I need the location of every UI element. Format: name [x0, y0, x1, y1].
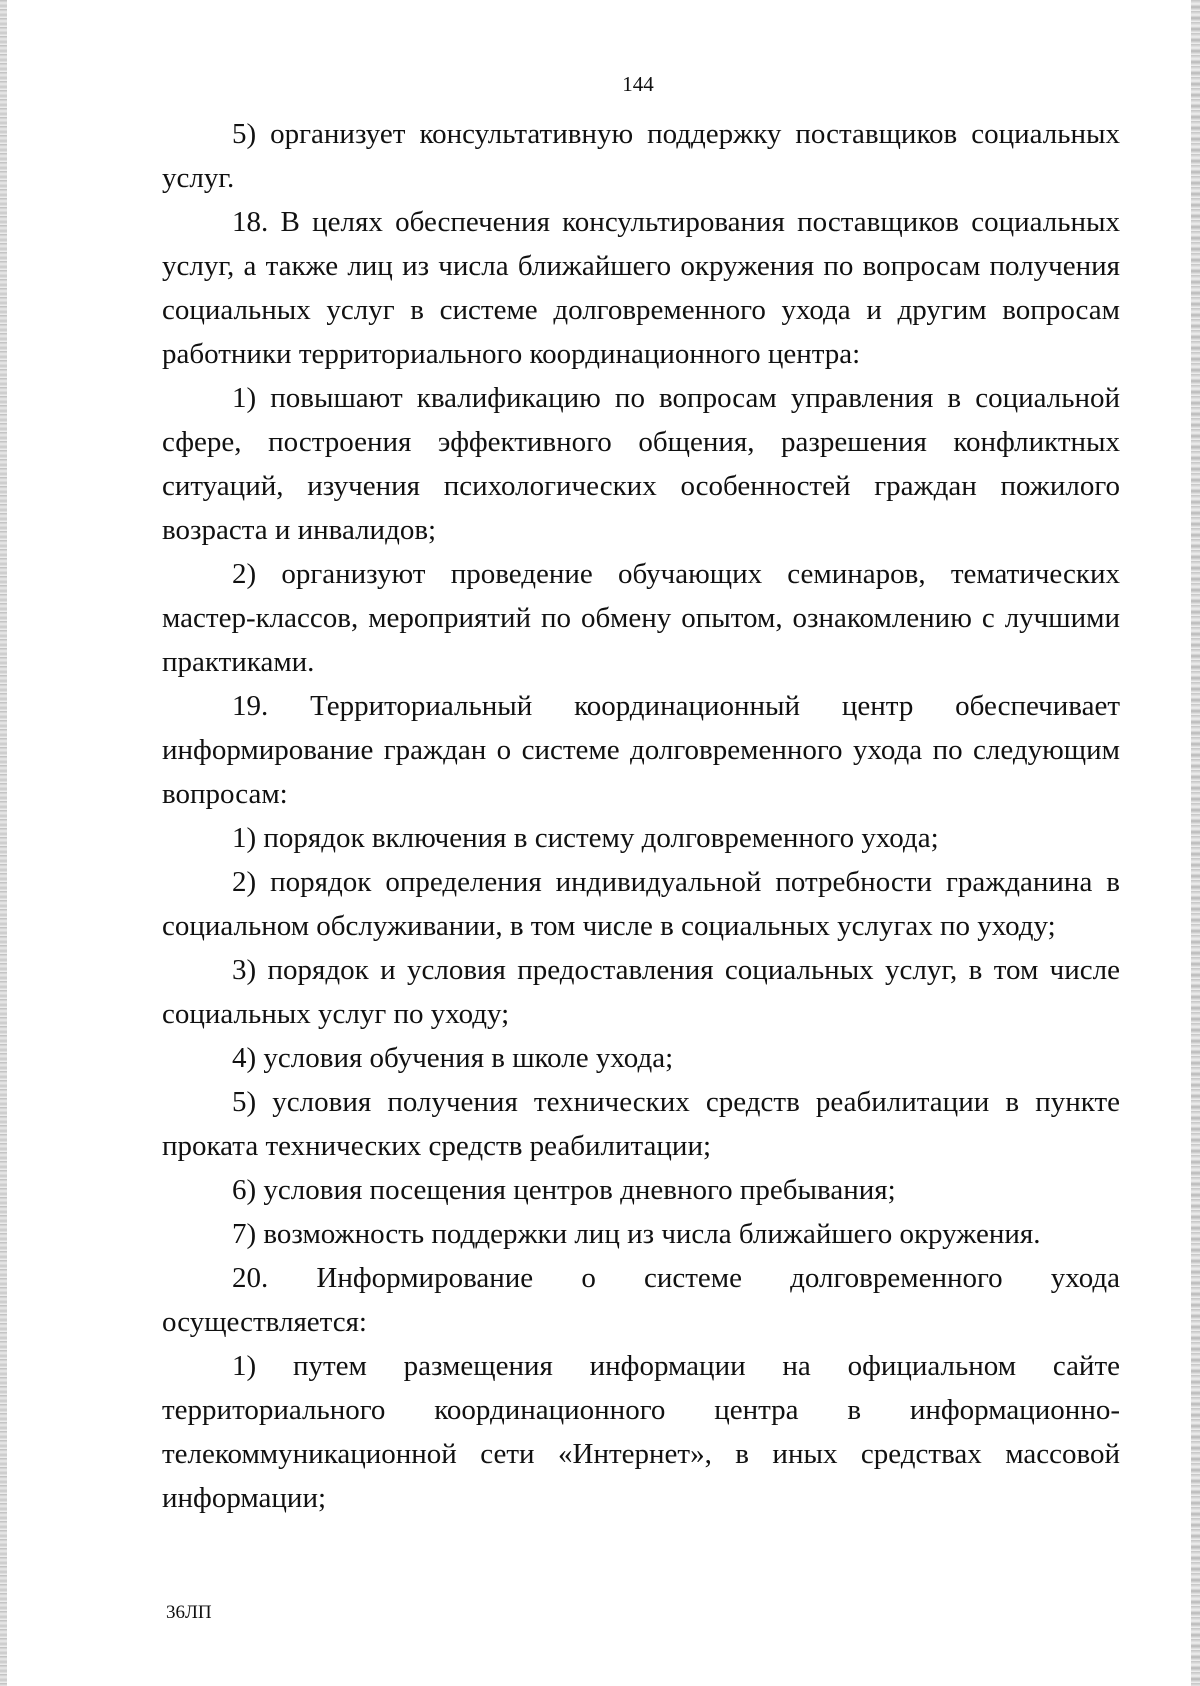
paragraph-19: 19. Территориальный координационный центр обеспечивает информирование граждан о системе долговременного ухода по следующим вопросам:	[162, 690, 1120, 810]
paragraph-20-item-1: 1) путем размещения информации на официальном сайте территориального координационного центра в информационно-телекоммуникационной сети «Интернет», в иных средствах массовой информации;	[162, 1350, 1120, 1514]
paragraph-19-item-5: 5) условия получения технических средств реабилитации в пункте проката технических средств реабилитации;	[162, 1086, 1120, 1162]
scan-edge-right	[1191, 0, 1200, 1686]
paragraph-18-item-2: 2) организуют проведение обучающих семинаров, тематических мастер-классов, мероприятий по обмену опытом, ознакомлению с лучшими практиками.	[162, 558, 1120, 678]
paragraph-19-item-6: 6) условия посещения центров дневного пребывания;	[232, 1174, 896, 1206]
paragraph-20: 20. Информирование о системе долговременного ухода осуществляется:	[162, 1262, 1120, 1338]
scan-edge-left	[0, 0, 7, 1686]
paragraph-18: 18. В целях обеспечения консультирования поставщиков социальных услуг, а также лиц из числа ближайшего окружения по вопросам получения социальных услуг в системе долговременного ухода и другим вопросам работники территориального координационного центра:	[162, 206, 1120, 370]
paragraph-18-item-1: 1) повышают квалификацию по вопросам управления в социальной сфере, построения эффективного общения, разрешения конфликтных ситуаций, изучения психологических особенностей граждан пожилого возраста и инвалидов;	[162, 382, 1120, 546]
page-number: 144	[622, 72, 654, 96]
paragraph-19-item-2: 2) порядок определения индивидуальной потребности гражданина в социальном обслуживании, в том числе в социальных услугах по уходу;	[162, 866, 1120, 942]
footer-document-code: 36ЛП	[166, 1602, 212, 1623]
paragraph-19-item-4: 4) условия обучения в школе ухода;	[232, 1042, 674, 1074]
paragraph-19-item-7: 7) возможность поддержки лиц из числа ближайшего окружения.	[232, 1218, 1041, 1250]
document-body	[162, 112, 1120, 1520]
paragraph-19-item-1: 1) порядок включения в систему долговременного ухода;	[232, 822, 939, 854]
paragraph-item-5-consulting-support: 5) организует консультативную поддержку поставщиков социальных услуг.	[162, 118, 1120, 194]
paragraph-19-item-3: 3) порядок и условия предоставления социальных услуг, в том числе социальных услуг по уходу;	[162, 954, 1120, 1030]
